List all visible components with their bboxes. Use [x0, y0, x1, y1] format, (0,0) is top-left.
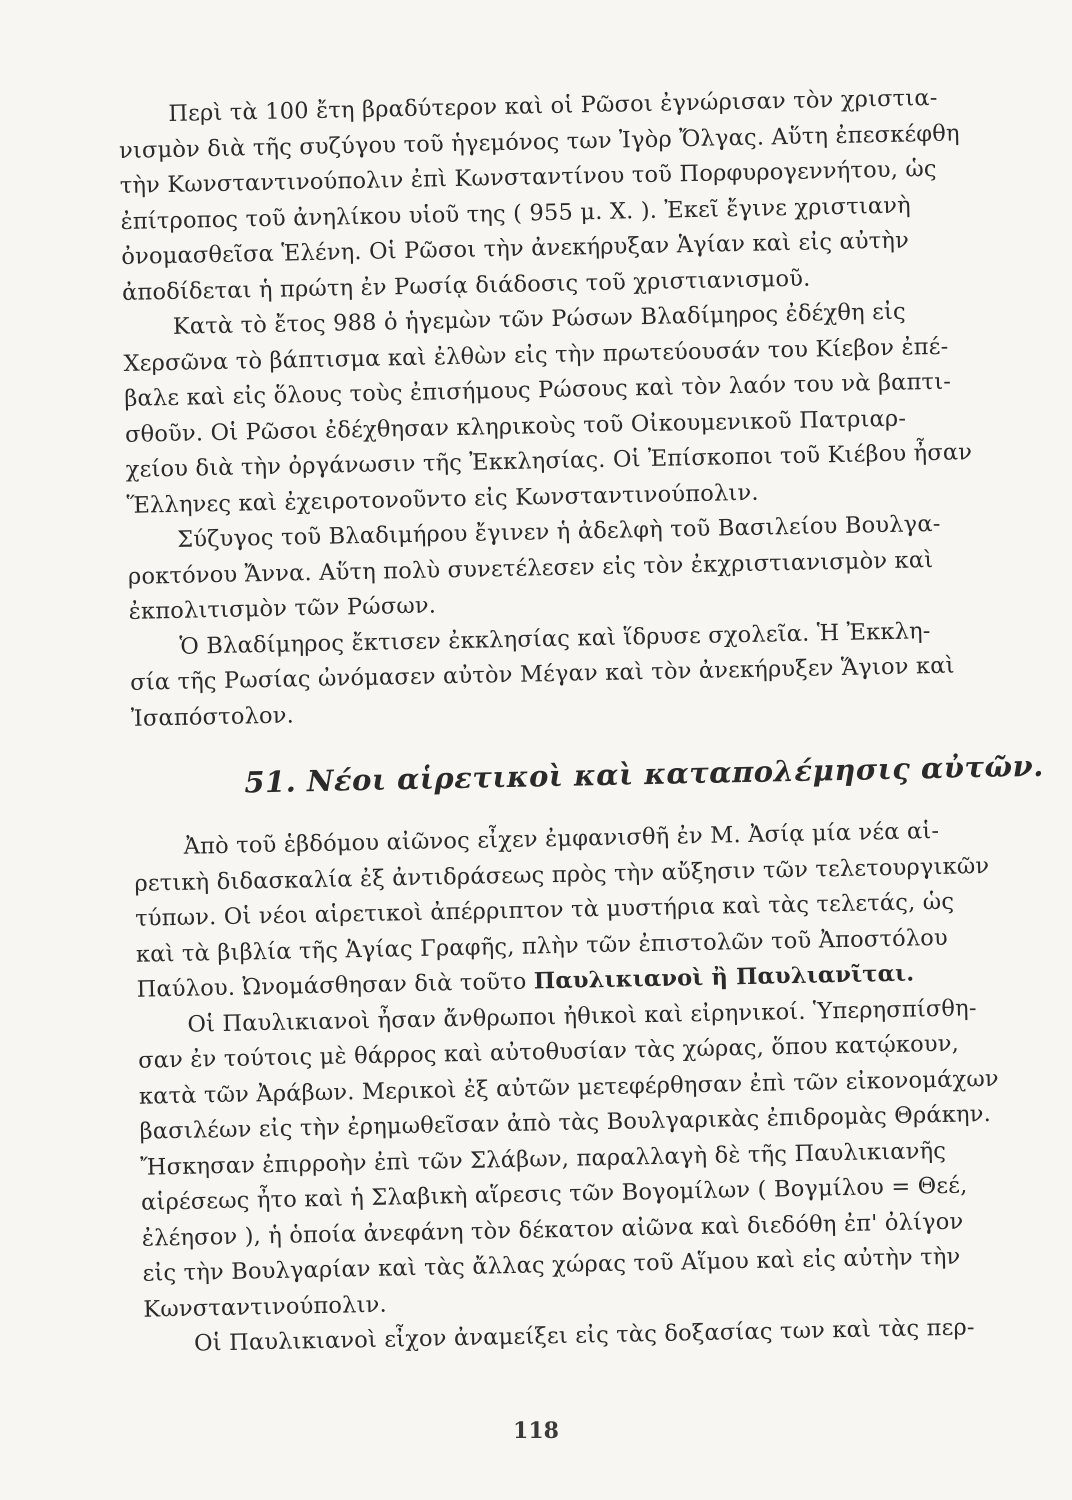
text-line: κατὰ τῶν Ἀράβων. Μερικοὶ ἐξ αὐτῶν μετεφέρθησαν ἐπὶ τῶν εἰκονομάχων — [138, 1065, 1000, 1110]
text-line: Ἰσαπόστολον. — [130, 701, 295, 732]
text-line: βαλε καὶ εἰς ὅλους τοὺς ἐπισήμους Ρώσους καὶ τὸν λαόν του νὰ βαπτι- — [124, 368, 952, 412]
text-line: Σύζυγος τοῦ Βλαδιμήρου ἔγινεν ἡ ἀδελφὴ τοῦ Βασιλείου Βουλγα- — [176, 510, 941, 553]
paragraph-4 — [129, 612, 1031, 737]
text-line: ρετικὴ διδασκαλία ἐξ ἀντιδράσεως πρὸς τὴν αὔξησιν τῶν τελετουργικῶν — [134, 852, 990, 897]
paragraph-6 — [137, 989, 1043, 1327]
text-line: χείου διὰ τὴν ὀργάνωσιν τῆς Ἐκκλησίας. Οἱ Ἐπίσκοποι τοῦ Κιέβου ἦσαν — [125, 439, 973, 483]
text-run: Παύλου. Ὠνομάσθησαν διὰ τοῦτο — [136, 968, 535, 1003]
text-line: τύπων. Οἱ νέοι αἱρετικοὶ ἀπέρριπτον τὰ μυστήρια καὶ τὰς τελετάς, ὡς — [134, 888, 955, 932]
paragraph-3 — [127, 505, 1029, 630]
bold-term: Παυλικιανοὶ ἢ Παυλιανῖται. — [533, 960, 915, 995]
text-line: ἐκπολιτισμὸν τῶν Ρώσων. — [128, 592, 437, 625]
text-line: Ἤσκησαν ἐπιρροὴν ἐπὶ τῶν Σλάβων, παραλλαγὴ δὲ τῆς Παυλικιανῆς — [140, 1137, 947, 1181]
text-line: Οἱ Παυλικιανοὶ εἶχον ἀναμείξει εἰς τὰς δοξασίας των καὶ τὰς περ- — [193, 1314, 975, 1357]
text-line: σία τῆς Ρωσίας ὠνόμασεν αὐτὸν Μέγαν καὶ τὸν ἀνεκήρυξεν Ἅγιον καὶ — [129, 652, 955, 696]
text-line: εἰς τὴν Βουλγαρίαν καὶ τὰς ἄλλας χώρας τοῦ Αἵμου καὶ εἰς αὐτὴν τὴν — [142, 1243, 961, 1287]
section-heading: 51. Νέοι αἱρετικοὶ καὶ καταπολέμησις αὐτῶν. — [244, 748, 1045, 800]
text-line: βασιλέων εἰς τὴν ἐρημωθεῖσαν ἀπὸ τὰς Βουλγαρικὰς ἐπιδρομὰς Θράκην. — [139, 1100, 992, 1145]
text-line: Ὁ Βλαδίμηρος ἔκτισεν ἐκκλησίας καὶ ἵδρυσε σχολεῖα. Ἡ Ἐκκλη- — [179, 617, 931, 660]
text-line: Κατὰ τὸ ἔτος 988 ὁ ἡγεμὼν τῶν Ρώσων Βλαδίμηρος ἐδέχθη εἰς — [172, 298, 907, 340]
paragraph-1 — [118, 79, 1022, 311]
text-line: τὴν Κωνσταντινούπολιν ἐπὶ Κωνσταντίνου τοῦ Πορφυρογεννήτου, ὡς — [119, 155, 937, 199]
text-line: ἐπίτροπος τοῦ ἀνηλίκου υἱοῦ της ( 955 μ. Χ. ). Ἐκεῖ ἔγινε χριστιανὴ — [120, 191, 912, 235]
text-line: Ἀπὸ τοῦ ἑβδόμου αἰῶνος εἶχεν ἐμφανισθῆ ἐν Μ. Ἀσίᾳ μία νέα αἱ- — [183, 817, 940, 860]
text-line: ροκτόνου Ἄννα. Αὕτη πολὺ συνετέλεσεν εἰς τὸν ἐκχριστιανισμὸν καὶ — [127, 546, 934, 590]
paragraph-5 — [133, 812, 1037, 1008]
text-line: καὶ τὰ βιβλία τῆς Ἁγίας Γραφῆς, πλὴν τῶν ἐπιστολῶν τοῦ Ἀποστόλου — [135, 924, 949, 968]
text-line: Ἕλληνες καὶ ἐχειροτονοῦντο εἰς Κωνσταντινούπολιν. — [126, 479, 759, 519]
text-line: Χερσῶνα τὸ βάπτισμα καὶ ἐλθὼν εἰς τὴν πρωτεύουσάν του Κίεβον ἐπέ- — [123, 333, 949, 377]
text-line: νισμὸν διὰ τῆς συζύγου τοῦ ἡγεμόνος των Ἰγὸρ Ὄλγας. Αὕτη ἐπεσκέφθη — [118, 119, 960, 164]
page-number: 118 — [513, 1418, 559, 1444]
text-line: αἱρέσεως ἦτο καὶ ἡ Σλαβικὴ αἵρεσις τῶν Βογομίλων ( Βογμίλου = Θεέ, — [140, 1172, 968, 1216]
text-line: Περὶ τὰ 100 ἔτη βραδύτερον καὶ οἱ Ρῶσοι ἐγνώρισαν τὸν χριστια- — [168, 84, 938, 127]
paragraph-2 — [122, 292, 1026, 524]
text-line: Κωνσταντινούπολιν. — [143, 1291, 388, 1323]
text-line: σθοῦν. Οἱ Ρῶσοι ἐδέχθησαν κληρικοὺς τοῦ Οἰκουμενικοῦ Πατριαρ- — [124, 405, 907, 448]
text-line: Οἱ Παυλικιανοὶ ἦσαν ἄνθρωποι ἠθικοὶ καὶ εἰρηνικοί. Ὑπερησπίσθη- — [187, 994, 977, 1038]
text-line: ἀποδίδεται ἡ πρώτη ἐν Ρωσίᾳ διάδοσις τοῦ χριστιανισμοῦ. — [121, 265, 811, 306]
text-line: ὀνομασθεῖσα Ἑλένη. Οἱ Ρῶσοι τὴν ἀνεκήρυξαν Ἁγίαν καὶ εἰς αὐτὴν — [121, 227, 910, 270]
page-text — [118, 79, 1044, 1363]
text-line: ἐλέησον ), ἡ ὁποία ἀνεφάνη τὸν δέκατον αἰῶνα καὶ διεδόθη ἐπ' ὀλίγον — [141, 1208, 964, 1252]
text-line: σαν ἐν τούτοις μὲ θάρρος καὶ αὐτοθυσίαν τὰς χώρας, ὅπου κατῴκουν, — [137, 1030, 960, 1074]
